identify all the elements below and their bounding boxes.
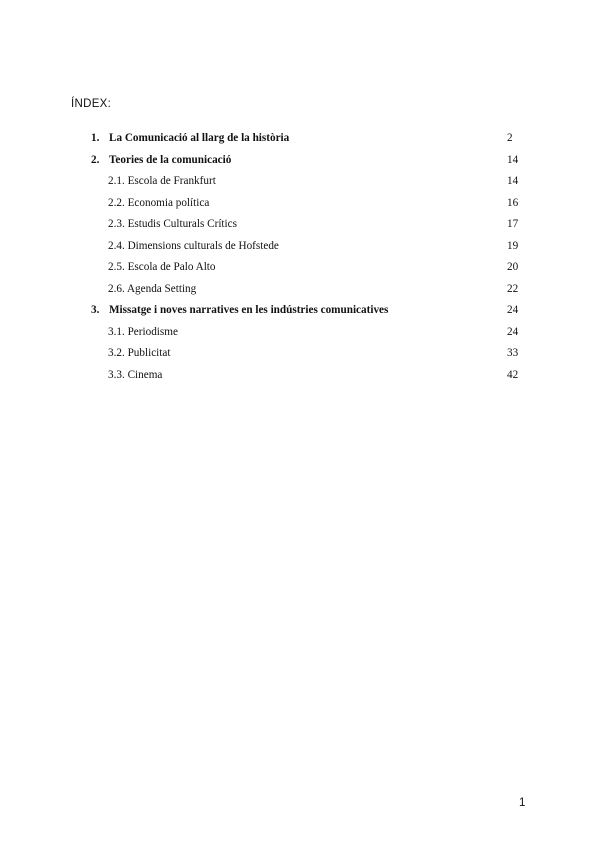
toc-entry-number: 2. bbox=[91, 153, 100, 166]
toc-entry-page: 20 bbox=[507, 261, 519, 273]
toc-entry-section-3-3[interactable] bbox=[0, 365, 600, 387]
toc-entry-title: 2.4. Dimensions culturals de Hofstede bbox=[108, 239, 279, 252]
toc-entry-title: 2.1. Escola de Frankfurt bbox=[108, 175, 216, 187]
toc-entry-section-2-3[interactable] bbox=[0, 214, 600, 236]
toc-entry-title: Missatge i noves narratives en les indústries comunicatives bbox=[109, 304, 389, 316]
toc-entry-title: La Comunicació al llarg de la història bbox=[109, 132, 290, 144]
toc-entry-page: 2 bbox=[507, 132, 513, 144]
toc-entry-section-2-4[interactable] bbox=[0, 236, 600, 258]
table-of-contents bbox=[0, 128, 600, 386]
toc-entry-title: 2.6. Agenda Setting bbox=[108, 282, 197, 295]
toc-entry-section-2-5[interactable] bbox=[0, 257, 600, 279]
toc-entry-page: 24 bbox=[507, 325, 519, 338]
toc-entry-title: 2.3. Estudis Culturals Crítics bbox=[108, 218, 237, 230]
page-number: 1 bbox=[519, 797, 526, 809]
toc-entry-title: 3.2. Publicitat bbox=[108, 347, 171, 359]
toc-entry-page: 24 bbox=[507, 304, 519, 316]
toc-entry-section-3-2[interactable] bbox=[0, 343, 600, 365]
toc-entry-page: 33 bbox=[507, 347, 519, 359]
toc-entry-page: 42 bbox=[507, 368, 519, 381]
toc-entry-chapter-3[interactable] bbox=[0, 300, 600, 322]
toc-entry-title: 2.2. Economia política bbox=[108, 196, 210, 209]
index-heading: ÍNDEX: bbox=[71, 98, 112, 110]
toc-entry-section-2-1[interactable] bbox=[0, 171, 600, 193]
toc-entry-title: Teories de la comunicació bbox=[109, 153, 232, 166]
toc-entry-title: 2.5. Escola de Palo Alto bbox=[108, 261, 216, 273]
toc-entry-page: 19 bbox=[507, 239, 519, 252]
toc-entry-title: 3.1. Periodisme bbox=[108, 325, 178, 338]
toc-entry-page: 14 bbox=[507, 175, 519, 187]
toc-entry-section-3-1[interactable] bbox=[0, 322, 600, 344]
toc-entry-chapter-1[interactable] bbox=[0, 128, 600, 150]
toc-entry-number: 3. bbox=[91, 304, 100, 316]
toc-entry-section-2-6[interactable] bbox=[0, 279, 600, 301]
toc-entry-page: 16 bbox=[507, 196, 519, 209]
toc-entry-number: 1. bbox=[91, 132, 100, 144]
toc-entry-page: 22 bbox=[507, 282, 519, 295]
toc-entry-chapter-2[interactable] bbox=[0, 150, 600, 172]
toc-entry-section-2-2[interactable] bbox=[0, 193, 600, 215]
toc-entry-page: 17 bbox=[507, 218, 519, 230]
toc-entry-title: 3.3. Cinema bbox=[108, 368, 163, 381]
toc-entry-page: 14 bbox=[507, 153, 519, 166]
